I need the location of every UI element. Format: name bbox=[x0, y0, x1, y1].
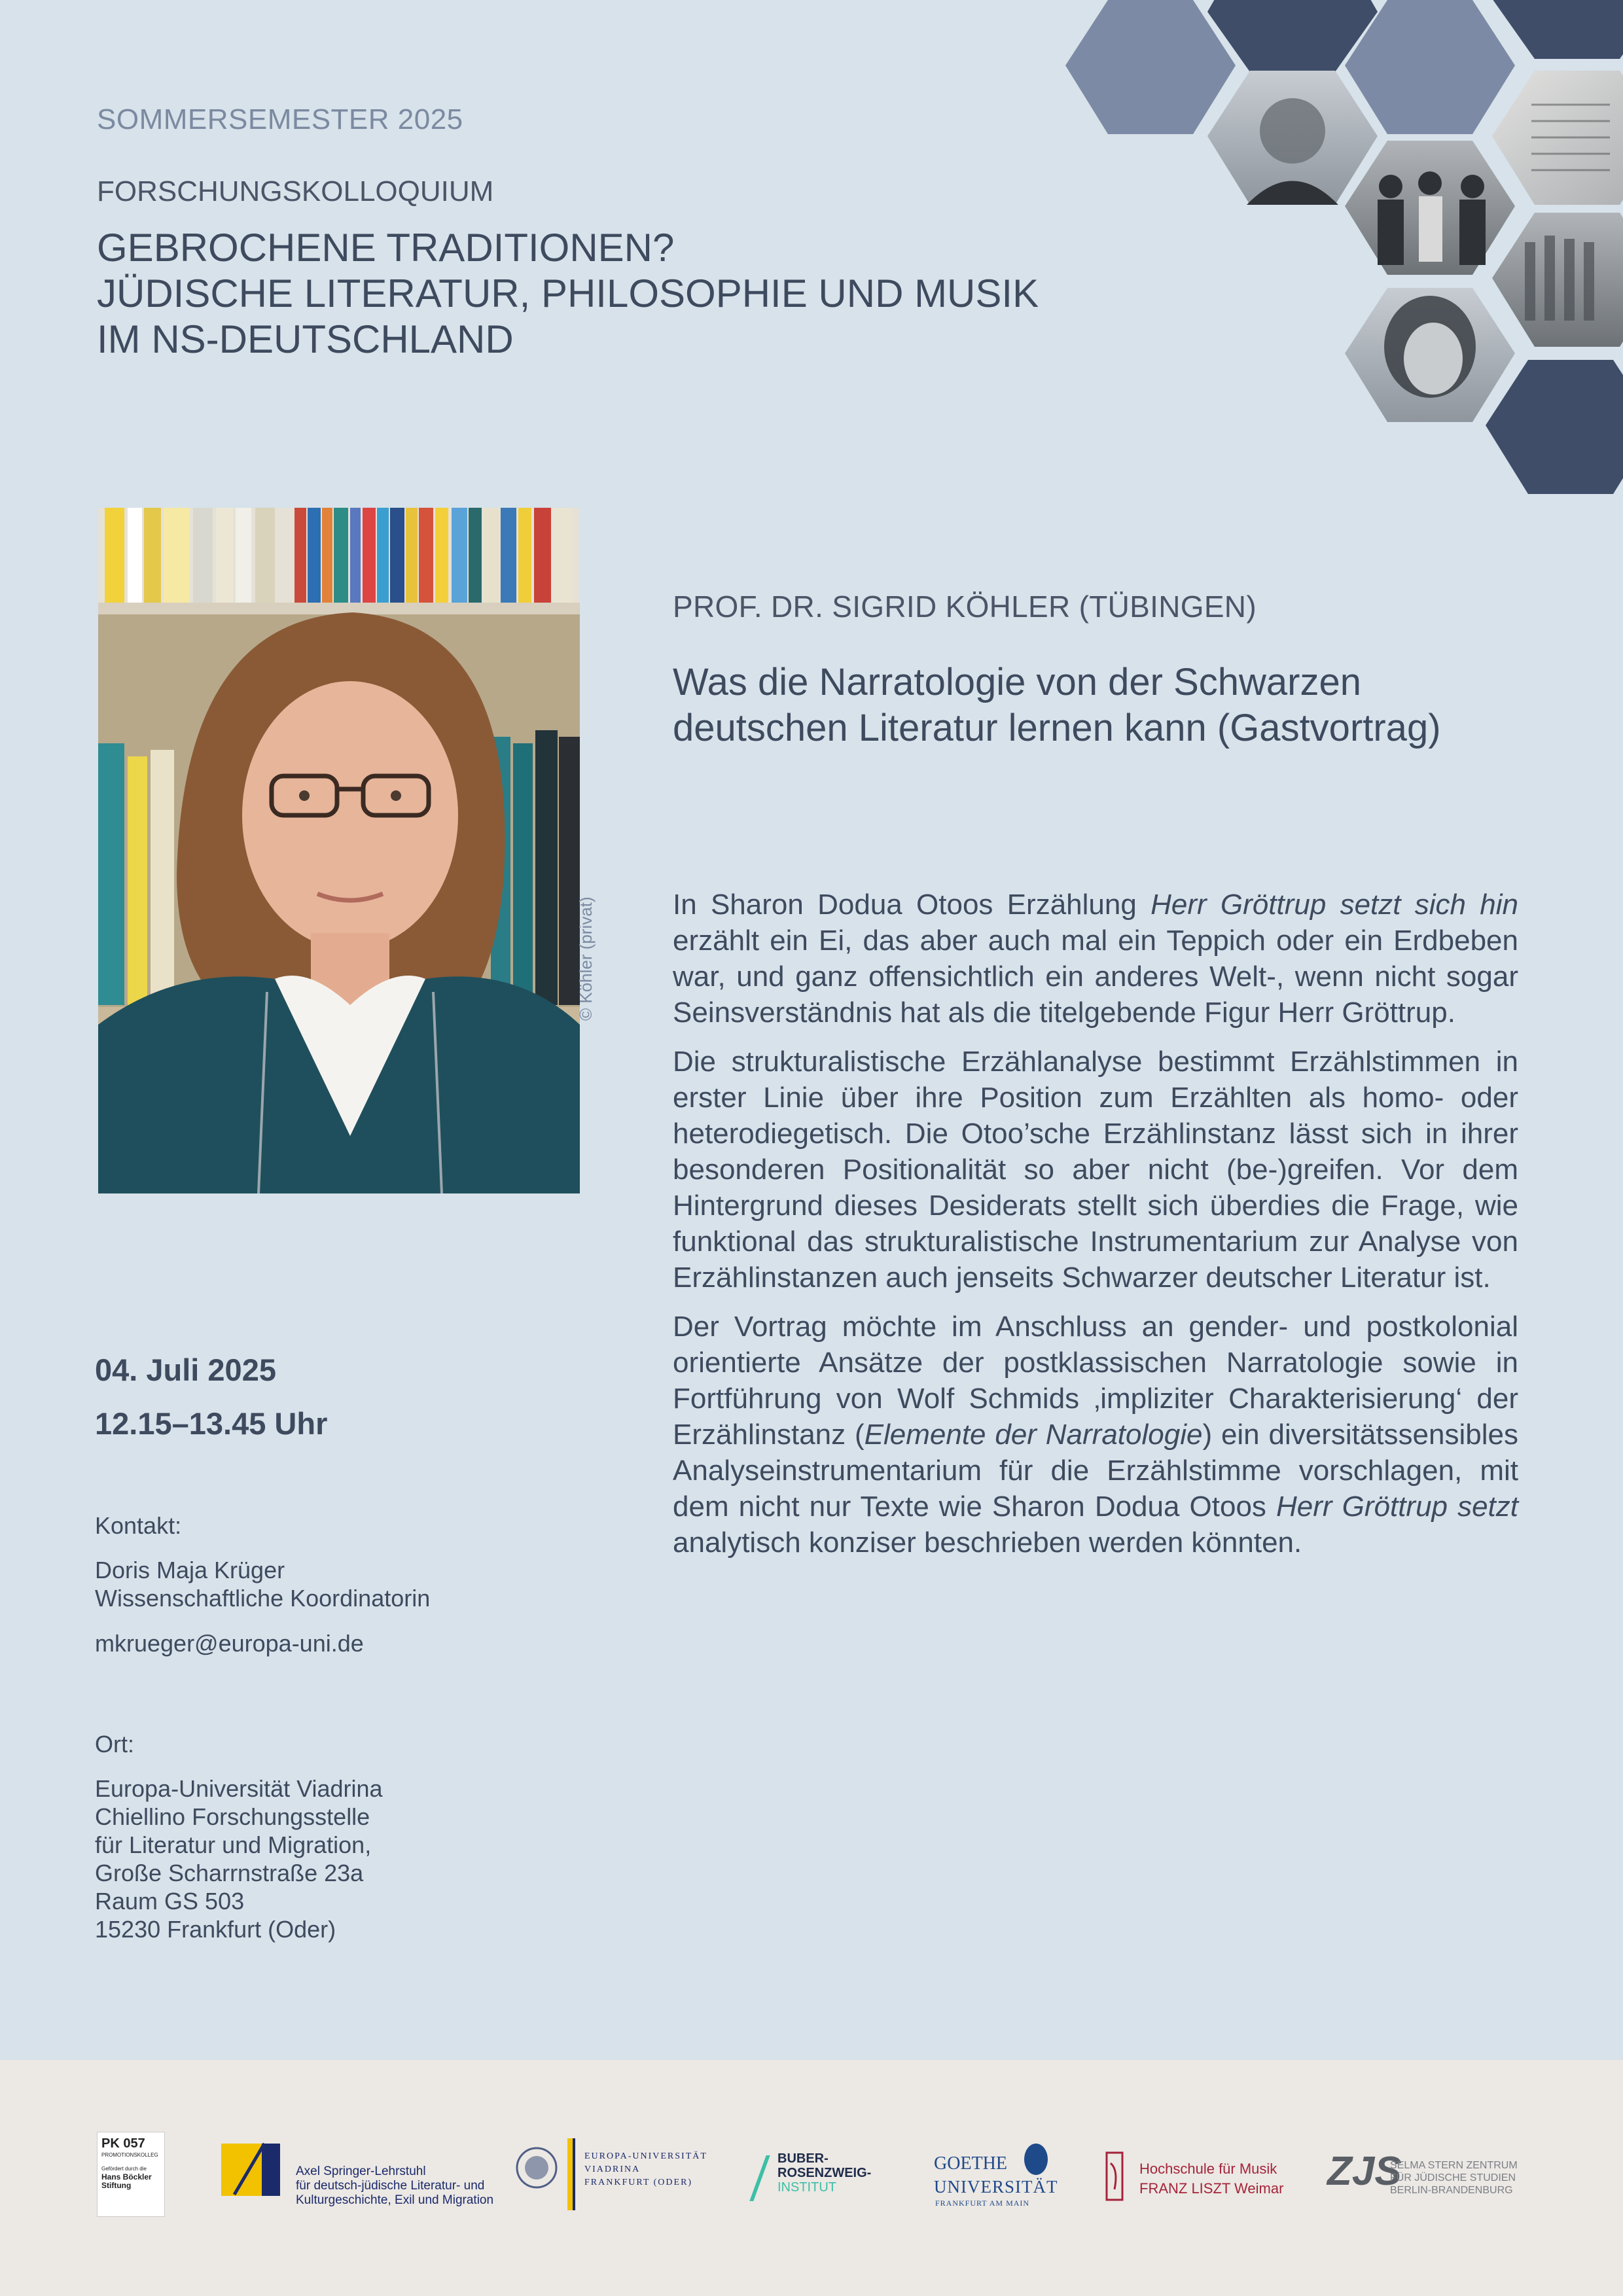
liszt-profile-icon bbox=[1101, 2150, 1128, 2202]
address-line: für Literatur und Migration, bbox=[95, 1831, 372, 1858]
photo-credit: © Köhler (privat) bbox=[576, 896, 596, 1021]
location-address bbox=[95, 1775, 383, 1943]
contact-person bbox=[95, 1556, 430, 1612]
series-title bbox=[97, 225, 1118, 362]
viadrina-seal-icon bbox=[514, 2145, 560, 2191]
event-date: 04. Juli 2025 bbox=[95, 1352, 276, 1387]
speaker-photo bbox=[98, 508, 580, 1193]
abstract-paragraph: In Sharon Dodua Otoos Erzählung Herr Gröttrup setzt sich hin erzählt ein Ei, das aber auch mal ein Teppich oder ein Erdbeben war, und ganz offensichtlich ein anderes Welt-, wenn nicht sogar Seinsverständnis hat als die titelgebende Figur Herr Gröttrup. bbox=[673, 889, 1518, 1029]
axel-springer-chair-logo: Axel Springer-Lehrstuhl für deutsch-jüdische Literatur- und Kulturgeschichte, Exil und Migration bbox=[221, 2132, 483, 2217]
series-label: FORSCHUNGSKOLLOQUIUM bbox=[97, 175, 494, 207]
address-line: Europa-Universität Viadrina bbox=[95, 1775, 383, 1802]
address-line: 15230 Frankfurt (Oder) bbox=[95, 1916, 336, 1943]
speaker-photo-illustration bbox=[98, 508, 580, 1193]
selma-stern-center-logo: ZJS SELMA STERN ZENTRUM FÜR JÜDISCHE STUDIEN BERLIN-BRANDENBURG bbox=[1327, 2149, 1518, 2196]
contact-role: Wissenschaftliche Koordinatorin bbox=[95, 1585, 431, 1612]
series-title-line: IM NS-DEUTSCHLAND bbox=[97, 317, 514, 361]
hexagon-tile bbox=[1486, 360, 1623, 494]
hfm-liszt-weimar-logo: Hochschule für Musik FRANZ LISZT Weimar bbox=[1101, 2132, 1298, 2217]
series-title-line: JÜDISCHE LITERATUR, PHILOSOPHIE UND MUSIK bbox=[97, 272, 1039, 315]
contact-label: Kontakt: bbox=[95, 1512, 182, 1539]
event-time: 12.15–13.45 Uhr bbox=[95, 1406, 328, 1441]
speaker-name: PROF. DR. SIGRID KÖHLER (TÜBINGEN) bbox=[673, 590, 1257, 624]
hexagon-photo-collage bbox=[1021, 0, 1623, 510]
series-title-line: GEBROCHENE TRADITIONEN? bbox=[97, 226, 675, 270]
talk-title-line: deutschen Literatur lernen kann (Gastvortrag) bbox=[673, 707, 1441, 749]
buber-rosenzweig-institute-logo: BUBER- ROSENZWEIG- INSTITUT bbox=[758, 2132, 908, 2217]
hexagon-tile bbox=[1492, 0, 1623, 59]
talk-abstract bbox=[673, 887, 1518, 1574]
contact-name: Doris Maja Krüger bbox=[95, 1557, 285, 1583]
address-line: Raum GS 503 bbox=[95, 1888, 245, 1915]
address-line: Große Scharrnstraße 23a bbox=[95, 1860, 364, 1886]
viadrina-logo: EUROPA-UNIVERSITÄT VIADRINA FRANKFURT (ODER) bbox=[514, 2132, 730, 2217]
abstract-paragraph: Der Vortrag möchte im Anschluss an gender- und postkolonial orientierte Ansätze der postklassischen Narratologie sowie in Fortführung von Wolf Schmids ‚impliziter Charakterisierung‘ der Erzählinstanz (Elemente der Narratologie) ein diversitätssensibles Analyseinstrumentarium für die Erzählstimme vorschlagen, mit dem nicht nur Texte wie Sharon Dodua Otoos Herr Gröttrup setzt analytisch konziser beschrieben werden könnten. bbox=[673, 1311, 1518, 1559]
address-line: Chiellino Forschungsstelle bbox=[95, 1803, 370, 1830]
talk-title bbox=[673, 660, 1576, 751]
goethe-university-logo: GOETHE UNIVERSITÄT FRANKFURT AM MAIN bbox=[933, 2132, 1063, 2217]
location-label: Ort: bbox=[95, 1731, 134, 1757]
goethe-portrait-icon bbox=[1016, 2140, 1056, 2179]
zjs-mark-icon: ZJS bbox=[1327, 2149, 1402, 2194]
springer-mark-icon bbox=[221, 2138, 287, 2204]
photo-hexagon-library bbox=[1492, 213, 1623, 347]
semester-label: SOMMERSEMESTER 2025 bbox=[97, 103, 463, 135]
hexagon-tile bbox=[1065, 0, 1236, 134]
talk-title-line: Was die Narratologie von der Schwarzen bbox=[673, 661, 1362, 703]
abstract-paragraph: Die strukturalistische Erzählanalyse bestimmt Erzählstimmen in erster Linie über ihre Position zum Erzählten als homo- oder heterodiegetisch. Die Otoo’sche Erzählinstanz lässt sich in ihrer besonderen Positionalität so aber nicht (be-)greifen. Vor dem Hintergrund dieses Desiderats stellt sich überdies die Frage, wie funktional das strukturalistische Instrumentarium zur Analyse von Erzählinstanzen auch jenseits Schwarzer deutscher Literatur ist. bbox=[673, 1046, 1518, 1294]
contact-email[interactable]: mkrueger@europa-uni.de bbox=[95, 1630, 364, 1657]
pk057-logo: PK 057 PROMOTIONSKOLLEG Gefördert durch die Hans Böckler Stiftung bbox=[97, 2132, 165, 2217]
